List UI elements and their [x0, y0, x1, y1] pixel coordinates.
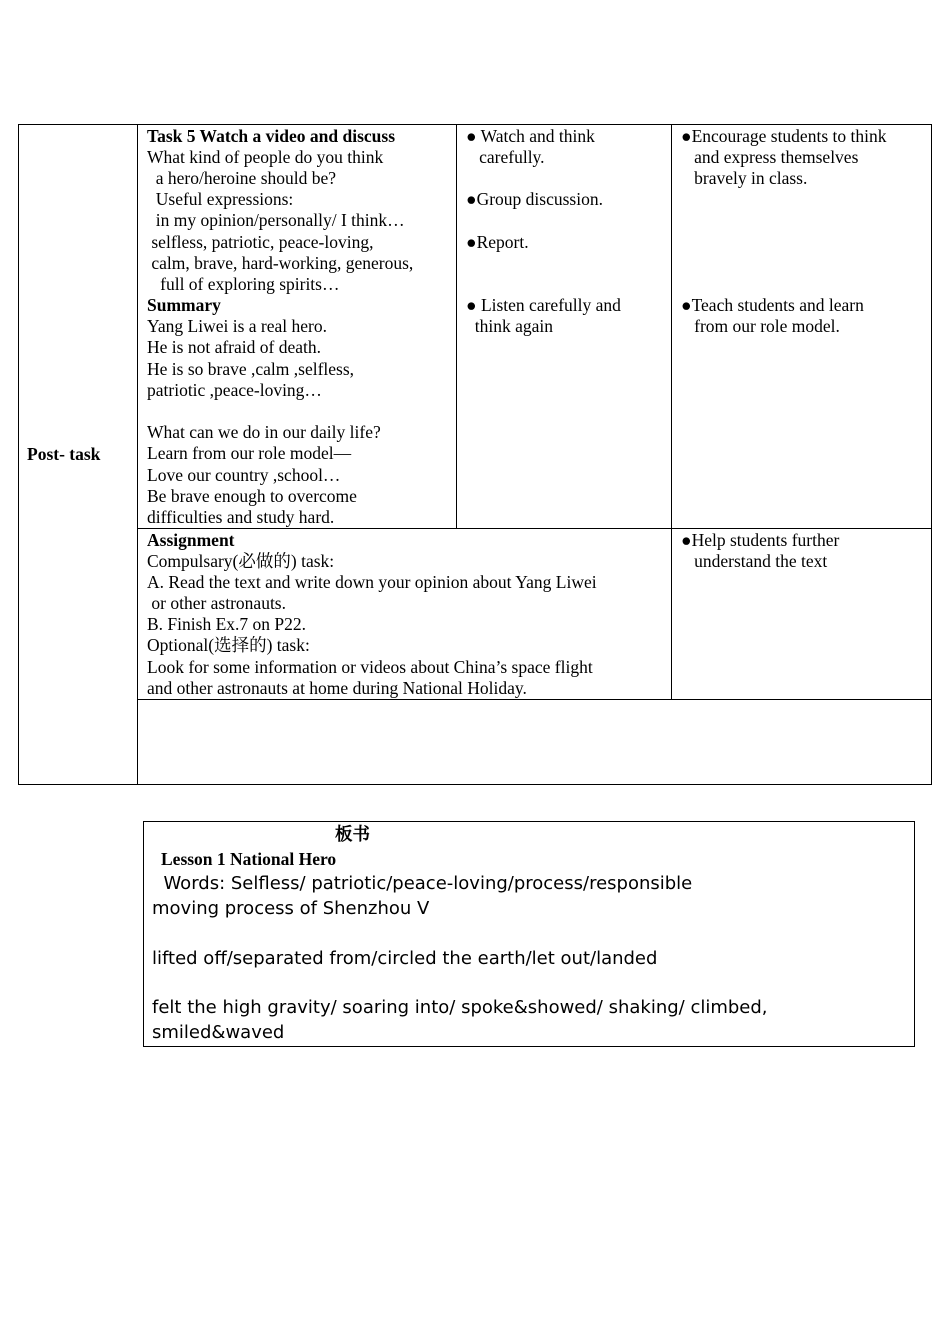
- assignment-line: Compulsary(必做的) task:: [147, 551, 335, 571]
- task5-line: selfless, patriotic, peace-loving,: [147, 232, 374, 252]
- blackboard-border-right: [914, 821, 915, 1047]
- assignment-line: Look for some information or videos about China’s space flight: [147, 657, 593, 677]
- summary-line: He is not afraid of death.: [147, 337, 321, 357]
- table-border-left: [18, 124, 19, 785]
- teacher-purpose: and express themselves: [681, 147, 859, 167]
- blackboard-border-top: [143, 821, 915, 822]
- task5-line: a hero/heroine should be?: [147, 168, 337, 188]
- student-activity: ● Listen carefully and: [466, 295, 621, 315]
- summary-line: Learn from our role model—: [147, 443, 352, 463]
- task5-line: Useful expressions:: [147, 189, 294, 209]
- summary-line: What can we do in our daily life?: [147, 422, 381, 442]
- task5-line: in my opinion/personally/ I think…: [147, 210, 405, 230]
- teacher-purpose: ●Teach students and learn: [681, 295, 864, 315]
- task5-line: What kind of people do you think: [147, 147, 384, 167]
- table-border-top: [18, 124, 932, 125]
- student-activity: ●Report.: [466, 232, 529, 252]
- table-border-right: [931, 124, 932, 785]
- teacher-purpose: from our role model.: [681, 316, 840, 336]
- stage-label: Post- task: [27, 444, 101, 464]
- assignment-line: and other astronauts at home during National Holiday.: [147, 678, 527, 698]
- blackboard-line: felt the high gravity/ soaring into/ spoke&showed/ shaking/ climbed,: [152, 997, 768, 1018]
- summary-line: He is so brave ,calm ,selfless,: [147, 359, 355, 379]
- blackboard-line: moving process of Shenzhou V: [152, 898, 430, 919]
- assignment-heading: Assignment: [147, 530, 235, 550]
- teacher-purpose: bravely in class.: [681, 168, 808, 188]
- student-activity: carefully.: [466, 147, 545, 167]
- summary-line: Be brave enough to overcome: [147, 486, 357, 506]
- table-divider-activities: [456, 124, 457, 529]
- blackboard-lesson-title: Lesson 1 National Hero: [161, 849, 337, 869]
- assignment-line: Optional(选择的) task:: [147, 635, 310, 655]
- assignment-purpose: understand the text: [681, 551, 828, 571]
- blackboard-border-left: [143, 821, 144, 1047]
- summary-line: Yang Liwei is a real hero.: [147, 316, 327, 336]
- task5-line: calm, brave, hard-working, generous,: [147, 253, 414, 273]
- summary-heading: Summary: [147, 295, 221, 315]
- blackboard-line: Words: Selfless/ patriotic/peace-loving/process/responsible: [152, 873, 693, 894]
- student-activity: ●Group discussion.: [466, 189, 603, 209]
- task5-line: full of exploring spirits…: [147, 274, 340, 294]
- summary-line: patriotic ,peace-loving…: [147, 380, 322, 400]
- summary-line: Love our country ,school…: [147, 465, 341, 485]
- table-divider-stage: [137, 124, 138, 785]
- assignment-line: A. Read the text and write down your opinion about Yang Liwei: [147, 572, 597, 592]
- student-activity: think again: [466, 316, 553, 336]
- summary-line: difficulties and study hard.: [147, 507, 335, 527]
- table-border-bottom: [18, 784, 932, 785]
- blackboard-line: lifted off/separated from/circled the earth/let out/landed: [152, 948, 658, 969]
- student-activity: ● Watch and think: [466, 126, 595, 146]
- assignment-line: B. Finish Ex.7 on P22.: [147, 614, 306, 634]
- blackboard-title: 板书: [335, 824, 370, 844]
- teacher-purpose: ●Encourage students to think: [681, 126, 887, 146]
- blackboard-line: smiled&waved: [152, 1022, 285, 1043]
- assignment-purpose: ●Help students further: [681, 530, 840, 550]
- task5-heading: Task 5 Watch a video and discuss: [147, 126, 396, 146]
- table-divider-purpose: [671, 124, 672, 700]
- assignment-line: or other astronauts.: [147, 593, 286, 613]
- blackboard-border-bottom: [143, 1046, 915, 1047]
